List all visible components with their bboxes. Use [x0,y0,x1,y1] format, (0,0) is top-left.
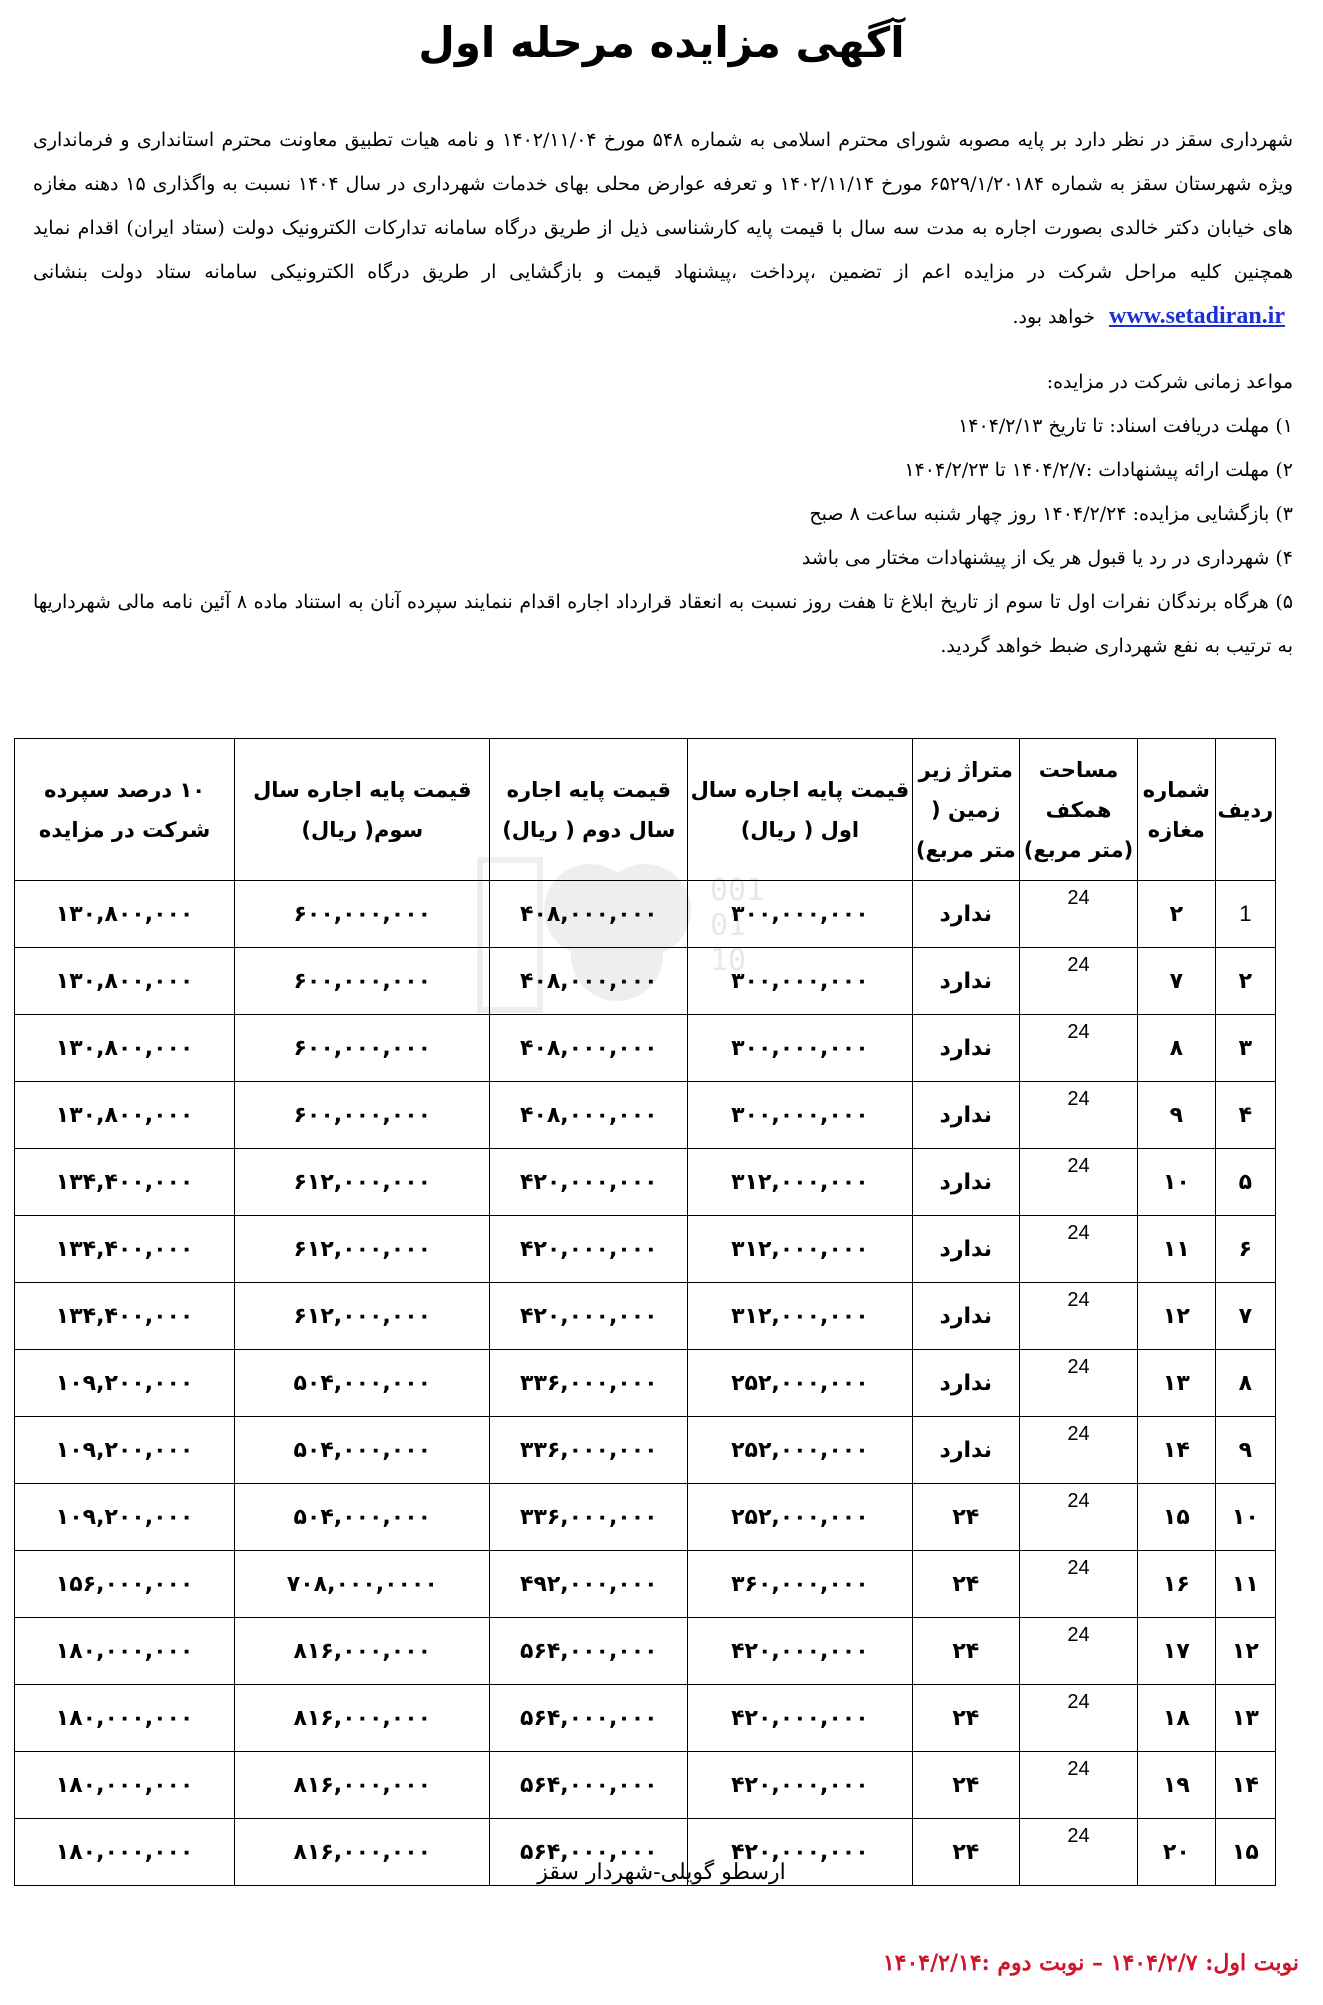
table-cell-year1: ۳۰۰,۰۰۰,۰۰۰ [688,948,912,1015]
table-cell-basement: ۲۴ [912,1551,1019,1618]
table-cell-year1: ۳۰۰,۰۰۰,۰۰۰ [688,1015,912,1082]
table-row [15,1350,1276,1417]
table-cell-basement: ۲۴ [912,1752,1019,1819]
table-cell-year3: ۶۱۲,۰۰۰,۰۰۰ [235,1149,490,1216]
table-cell-basement: ندارد [912,1149,1019,1216]
table-cell-year2: ۴۰۸,۰۰۰,۰۰۰ [490,1015,688,1082]
table-cell-area: 24 [1019,1417,1137,1484]
table-cell-area: 24 [1019,1752,1137,1819]
table-cell-area: 24 [1019,1551,1137,1618]
table-cell-area: 24 [1019,1015,1137,1082]
table-cell-deposit: ۱۸۰,۰۰۰,۰۰۰ [15,1752,235,1819]
table-cell-deposit: ۱۰۹,۲۰۰,۰۰۰ [15,1484,235,1551]
table-cell-deposit: ۱۳۰,۸۰۰,۰۰۰ [15,1082,235,1149]
table-cell-year1: ۲۵۲,۰۰۰,۰۰۰ [688,1484,912,1551]
col-header-area: مساحت همکف (متر مربع) [1019,739,1137,881]
shops-table [14,738,1276,1886]
table-cell-area: 24 [1019,1283,1137,1350]
table-cell-year3: ۵۰۴,۰۰۰,۰۰۰ [235,1350,490,1417]
intro-text-end: خواهد بود. [1012,306,1095,328]
table-cell-shop: ۱۲ [1138,1283,1216,1350]
table-row [15,1283,1276,1350]
table-cell-year2: ۵۶۴,۰۰۰,۰۰۰ [490,1819,688,1886]
table-cell-basement: ندارد [912,1216,1019,1283]
table-cell-shop: ۷ [1138,948,1216,1015]
table-cell-row: ۲ [1215,948,1275,1015]
table-cell-basement: ۲۴ [912,1685,1019,1752]
table-cell-row: ۱۲ [1215,1618,1275,1685]
table-cell-area: 24 [1019,1484,1137,1551]
table-row [15,1551,1276,1618]
table-cell-year1: ۲۵۲,۰۰۰,۰۰۰ [688,1417,912,1484]
svg-text:10: 10 [710,943,747,978]
table-cell-basement: ندارد [912,1283,1019,1350]
table-cell-year1: ۳۱۲,۰۰۰,۰۰۰ [688,1283,912,1350]
table-row [15,1015,1276,1082]
table-cell-shop: ۲ [1138,881,1216,948]
table-cell-year2: ۵۶۴,۰۰۰,۰۰۰ [490,1752,688,1819]
table-cell-shop: ۸ [1138,1015,1216,1082]
table-cell-year1: ۴۲۰,۰۰۰,۰۰۰ [688,1685,912,1752]
signature: ارسطو گویلی-شهردار سقز [537,1860,786,1885]
col-header-row: ردیف [1215,739,1275,881]
table-cell-deposit: ۱۰۹,۲۰۰,۰۰۰ [15,1350,235,1417]
table-cell-row: ۱۱ [1215,1551,1275,1618]
table-cell-deposit: ۱۳۰,۸۰۰,۰۰۰ [15,948,235,1015]
table-cell-row: ۸ [1215,1350,1275,1417]
table-cell-year1: ۲۵۲,۰۰۰,۰۰۰ [688,1350,912,1417]
table-cell-year1: ۳۰۰,۰۰۰,۰۰۰ [688,881,912,948]
table-cell-area: 24 [1019,881,1137,948]
table-cell-year2: ۵۶۴,۰۰۰,۰۰۰ [490,1618,688,1685]
table-cell-year2: ۳۳۶,۰۰۰,۰۰۰ [490,1417,688,1484]
table-cell-basement: ندارد [912,1417,1019,1484]
table-cell-row: ۵ [1215,1149,1275,1216]
table-cell-year3: ۶۰۰,۰۰۰,۰۰۰ [235,1082,490,1149]
table-cell-deposit: ۱۸۰,۰۰۰,۰۰۰ [15,1618,235,1685]
table-cell-deposit: ۱۳۴,۴۰۰,۰۰۰ [15,1149,235,1216]
col-header-year1: قیمت پایه اجاره سال اول ( ریال) [688,739,912,881]
table-cell-row: ۹ [1215,1417,1275,1484]
table-cell-year2: ۴۹۲,۰۰۰,۰۰۰ [490,1551,688,1618]
table-cell-year1: ۴۲۰,۰۰۰,۰۰۰ [688,1819,912,1886]
table-cell-year3: ۶۱۲,۰۰۰,۰۰۰ [235,1283,490,1350]
table-cell-row: 1 [1215,881,1275,948]
table-cell-year1: ۴۲۰,۰۰۰,۰۰۰ [688,1752,912,1819]
table-cell-year1: ۳۶۰,۰۰۰,۰۰۰ [688,1551,912,1618]
table-cell-year3: ۵۰۴,۰۰۰,۰۰۰ [235,1484,490,1551]
table-cell-area: 24 [1019,1350,1137,1417]
table-cell-year3: ۶۰۰,۰۰۰,۰۰۰ [235,1015,490,1082]
table-cell-area: 24 [1019,1685,1137,1752]
table-cell-year1: ۴۲۰,۰۰۰,۰۰۰ [688,1618,912,1685]
table-row [15,1618,1276,1685]
table-cell-shop: ۱۸ [1138,1685,1216,1752]
table-cell-area: 24 [1019,1082,1137,1149]
table-cell-year2: ۴۰۸,۰۰۰,۰۰۰ [490,881,688,948]
schedule-item-5: ۵) هرگاه برندگان نفرات اول تا سوم از تاریخ ابلاغ تا هفت روز نسبت به انعقاد قرارداد اجاره اقدام ننمایند سپرده آنان به استناد ماده ۸ آئین نامه مالی شهرداریها به ترتیب به نفع شهرداری ضبط خواهد گردید. [33,591,1293,657]
table-cell-year3: ۶۰۰,۰۰۰,۰۰۰ [235,881,490,948]
table-cell-shop: ۱۷ [1138,1618,1216,1685]
table-body [15,881,1276,1886]
publication-dates: نوبت اول: ۱۴۰۴/۲/۷ – نوبت دوم :۱۴۰۴/۲/۱۴ [882,1950,1299,1976]
table-cell-basement: ندارد [912,948,1019,1015]
intro-text: شهرداری سقز در نظر دارد بر پایه مصوبه شورای محترم اسلامی به شماره ۵۴۸ مورخ ۱۴۰۲/۱۱/۰۴ و نامه هیات تطبیق معاونت محترم استانداری و فرمانداری ویژه شهرستان سقز به شماره ۶۵۲۹/۱/۲۰۱۸۴ مورخ ۱۴۰۲/۱۱/۱۴ و تعرفه عوارض محلی بهای خدمات شهرداری در سال ۱۴۰۴ نسبت به واگذاری ۱۵ دهنه مغازه های خیابان دکتر خالدی بصورت اجاره به مدت سه سال با قیمت پایه کارشناسی ذیل از طریق درگاه سامانه تدارکات الکترونیک دولت (ستاد ایران) اقدام نماید همچنین کلیه مراحل شرکت در مزایده اعم از تضمین ،پرداخت ،پیشنهاد قیمت و بازگشایی ار طریق درگاه الکترونیکی سامانه ستاد دولت بنشانی [33,129,1294,283]
table-row [15,1149,1276,1216]
table-cell-area: 24 [1019,1819,1137,1886]
col-header-shop: شماره مغازه [1138,739,1216,881]
table-cell-deposit: ۱۸۰,۰۰۰,۰۰۰ [15,1685,235,1752]
table-cell-year3: ۵۰۴,۰۰۰,۰۰۰ [235,1417,490,1484]
schedule-item-4: ۴) شهرداری در رد یا قبول هر یک از پیشنهادات مختار می باشد [801,547,1293,569]
table-cell-shop: ۹ [1138,1082,1216,1149]
table-header-row [15,739,1276,881]
table-cell-year3: ۷۰۸,۰۰۰,۰۰۰۰ [235,1551,490,1618]
table-row [15,1082,1276,1149]
col-header-basement: متراژ زیر زمین ( متر مربع) [912,739,1019,881]
table-cell-row: ۴ [1215,1082,1275,1149]
table-cell-shop: ۱۱ [1138,1216,1216,1283]
table-cell-area: 24 [1019,1618,1137,1685]
table-row [15,1752,1276,1819]
table-cell-shop: ۱۹ [1138,1752,1216,1819]
table-cell-year1: ۳۰۰,۰۰۰,۰۰۰ [688,1082,912,1149]
table-cell-deposit: ۱۳۴,۴۰۰,۰۰۰ [15,1216,235,1283]
svg-text:01: 01 [710,908,747,943]
table-cell-basement: ۲۴ [912,1618,1019,1685]
table-cell-year2: ۵۶۴,۰۰۰,۰۰۰ [490,1685,688,1752]
table-cell-deposit: ۱۵۶,۰۰۰,۰۰۰ [15,1551,235,1618]
col-header-year2: قیمت پایه اجاره سال دوم ( ریال) [490,739,688,881]
table-cell-year2: ۳۳۶,۰۰۰,۰۰۰ [490,1350,688,1417]
table-cell-deposit: ۱۳۴,۴۰۰,۰۰۰ [15,1283,235,1350]
table-cell-basement: ندارد [912,1082,1019,1149]
table-cell-row: ۶ [1215,1216,1275,1283]
table-cell-row: ۱۰ [1215,1484,1275,1551]
table-cell-deposit: ۱۳۰,۸۰۰,۰۰۰ [15,881,235,948]
table-cell-year2: ۴۰۸,۰۰۰,۰۰۰ [490,1082,688,1149]
schedule-item-1: ۱) مهلت دریافت اسناد: تا تاریخ ۱۴۰۴/۲/۱۳ [958,415,1293,437]
setadiran-link[interactable]: www.setadiran.ir [1109,303,1285,329]
table-cell-shop: ۲۰ [1138,1819,1216,1886]
table-row [15,1685,1276,1752]
schedule-item-2: ۲) مهلت ارائه پیشنهادات :۱۴۰۴/۲/۷ تا ۱۴۰۴/۲/۲۳ [904,459,1293,481]
table-cell-year1: ۳۱۲,۰۰۰,۰۰۰ [688,1149,912,1216]
table-cell-year2: ۴۰۸,۰۰۰,۰۰۰ [490,948,688,1015]
intro-paragraph [33,118,1293,339]
schedule-heading: مواعد زمانی شرکت در مزایده: [1046,371,1293,393]
table-cell-deposit: ۱۳۰,۸۰۰,۰۰۰ [15,1015,235,1082]
table-cell-basement: ندارد [912,881,1019,948]
table-cell-year1: ۳۱۲,۰۰۰,۰۰۰ [688,1216,912,1283]
table-cell-year3: ۸۱۶,۰۰۰,۰۰۰ [235,1685,490,1752]
page-title: آگهی مزایده مرحله اول [418,18,905,67]
svg-text:001: 001 [710,873,765,908]
table-cell-area: 24 [1019,1149,1137,1216]
table-cell-year3: ۸۱۶,۰۰۰,۰۰۰ [235,1752,490,1819]
table-cell-year3: ۶۰۰,۰۰۰,۰۰۰ [235,948,490,1015]
table-cell-shop: ۱۰ [1138,1149,1216,1216]
col-header-deposit: ۱۰ درصد سپرده شرکت در مزایده [15,739,235,881]
col-header-year3: قیمت پایه اجاره سال سوم( ریال) [235,739,490,881]
table-cell-row: ۳ [1215,1015,1275,1082]
table-cell-basement: ندارد [912,1015,1019,1082]
table-cell-row: ۷ [1215,1283,1275,1350]
schedule-item-3: ۳) بازگشایی مزایده: ۱۴۰۴/۲/۲۴ روز چهار شنبه ساعت ۸ صبح [809,503,1293,525]
table-cell-area: 24 [1019,1216,1137,1283]
table-cell-row: ۱۴ [1215,1752,1275,1819]
table-cell-row: ۱۳ [1215,1685,1275,1752]
table-cell-shop: ۱۴ [1138,1417,1216,1484]
table-row [15,1417,1276,1484]
table-cell-area: 24 [1019,948,1137,1015]
table-cell-year2: ۳۳۶,۰۰۰,۰۰۰ [490,1484,688,1551]
table-cell-year3: ۸۱۶,۰۰۰,۰۰۰ [235,1618,490,1685]
schedule-section [33,360,1293,668]
table-row [15,948,1276,1015]
table-cell-basement: ۲۴ [912,1484,1019,1551]
table-cell-year2: ۴۲۰,۰۰۰,۰۰۰ [490,1216,688,1283]
table-cell-deposit: ۱۸۰,۰۰۰,۰۰۰ [15,1819,235,1886]
table-cell-basement: ندارد [912,1350,1019,1417]
table-cell-shop: ۱۶ [1138,1551,1216,1618]
table-cell-shop: ۱۳ [1138,1350,1216,1417]
table-row [15,1216,1276,1283]
table-cell-year3: ۸۱۶,۰۰۰,۰۰۰ [235,1819,490,1886]
table-cell-row: ۱۵ [1215,1819,1275,1886]
table-cell-year3: ۶۱۲,۰۰۰,۰۰۰ [235,1216,490,1283]
table-row [15,1484,1276,1551]
table-cell-deposit: ۱۰۹,۲۰۰,۰۰۰ [15,1417,235,1484]
table-cell-year2: ۴۲۰,۰۰۰,۰۰۰ [490,1283,688,1350]
table-row [15,881,1276,948]
table-cell-basement: ۲۴ [912,1819,1019,1886]
table-cell-shop: ۱۵ [1138,1484,1216,1551]
table-cell-year2: ۴۲۰,۰۰۰,۰۰۰ [490,1149,688,1216]
